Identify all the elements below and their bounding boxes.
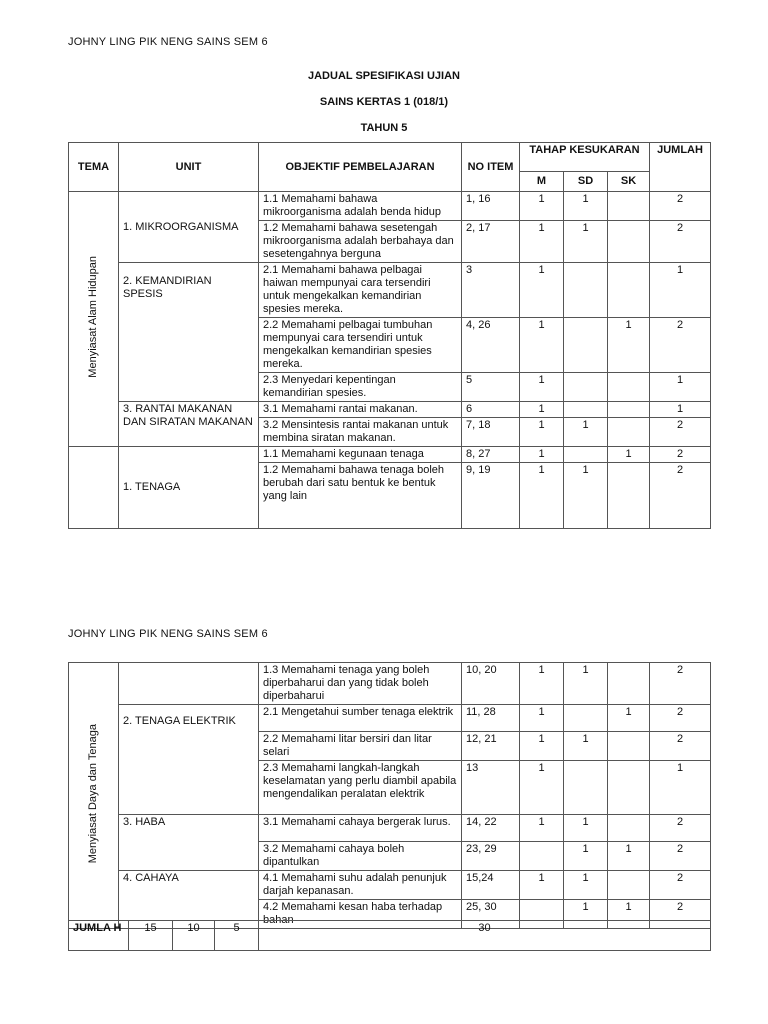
unit-cell: 2. KEMANDIRIAN SPESIS xyxy=(119,263,259,402)
m-cell: 1 xyxy=(520,871,564,900)
page-header: JOHNY LING PIK NENG SAINS SEM 6 xyxy=(68,36,268,48)
sd-cell: 1 xyxy=(564,418,608,447)
tema-cell xyxy=(69,192,119,447)
jumlah-cell: 2 xyxy=(650,705,711,732)
sd-cell: 1 xyxy=(564,732,608,761)
item-cell: 11, 28 xyxy=(462,705,520,732)
jumlah-cell: 1 xyxy=(650,402,711,418)
item-cell: 13 xyxy=(462,761,520,815)
col-header-unit: UNIT xyxy=(119,143,259,192)
objektif-cell: 4.2 Memahami kesan haba terhadap bahan xyxy=(259,900,462,929)
table-row xyxy=(69,402,711,418)
m-cell: 1 xyxy=(520,318,564,373)
sd-cell: 1 xyxy=(564,871,608,900)
tema-cell-blank xyxy=(69,447,119,529)
jumlah-cell: 2 xyxy=(650,871,711,900)
objektif-cell: 1.3 Memahami tenaga yang boleh diperbaharui dan yang tidak boleh diperbaharui xyxy=(259,663,462,705)
sk-cell: 1 xyxy=(608,318,650,373)
col-header-sk: SK xyxy=(608,172,650,192)
jumlah-cell: 1 xyxy=(650,263,711,318)
item-cell: 7, 18 xyxy=(462,418,520,447)
item-cell: 4, 26 xyxy=(462,318,520,373)
m-cell: 1 xyxy=(520,815,564,842)
jumlah-cell: 2 xyxy=(650,192,711,221)
col-header-objektif: OBJEKTIF PEMBELAJARAN xyxy=(259,143,462,192)
total-label: JUMLA H xyxy=(69,921,129,951)
sd-cell: 1 xyxy=(564,842,608,871)
sk-cell xyxy=(608,221,650,263)
sd-cell: 1 xyxy=(564,192,608,221)
jumlah-cell: 2 xyxy=(650,842,711,871)
sd-cell: 1 xyxy=(564,221,608,263)
item-cell: 6 xyxy=(462,402,520,418)
sk-cell xyxy=(608,418,650,447)
sd-cell xyxy=(564,373,608,402)
unit-cell: 1. TENAGA xyxy=(119,447,259,529)
jumlah-cell: 2 xyxy=(650,318,711,373)
spec-table-2 xyxy=(68,662,711,929)
sk-cell xyxy=(608,463,650,529)
total-sk: 5 xyxy=(215,921,259,951)
total-row xyxy=(69,921,711,951)
col-header-no-item: NO ITEM xyxy=(462,143,520,192)
table-row xyxy=(69,663,711,705)
jumlah-cell: 2 xyxy=(650,815,711,842)
page-header-2: JOHNY LING PIK NENG SAINS SEM 6 xyxy=(68,628,268,640)
sk-cell: 1 xyxy=(608,705,650,732)
objektif-cell: 1.1 Memahami kegunaan tenaga xyxy=(259,447,462,463)
sk-cell xyxy=(608,815,650,842)
jumlah-cell: 2 xyxy=(650,463,711,529)
unit-cell: 4. CAHAYA xyxy=(119,871,259,929)
total-sd: 10 xyxy=(173,921,215,951)
col-header-m: M xyxy=(520,172,564,192)
item-cell: 5 xyxy=(462,373,520,402)
m-cell: 1 xyxy=(520,663,564,705)
unit-cell: 3. RANTAI MAKANAN DAN SIRATAN MAKANAN xyxy=(119,402,259,447)
tema-cell xyxy=(69,663,119,929)
total-table xyxy=(68,920,711,951)
jumlah-cell: 2 xyxy=(650,221,711,263)
objektif-cell: 2.2 Memahami litar bersiri dan litar selari xyxy=(259,732,462,761)
sd-cell xyxy=(564,761,608,815)
sk-cell xyxy=(608,402,650,418)
objektif-cell: 3.2 Memahami cahaya boleh dipantulkan xyxy=(259,842,462,871)
sd-cell: 1 xyxy=(564,463,608,529)
sk-cell: 1 xyxy=(608,447,650,463)
item-cell: 2, 17 xyxy=(462,221,520,263)
unit-cell: 1. MIKROORGANISMA xyxy=(119,192,259,263)
objektif-cell: 4.1 Memahami suhu adalah penunjuk darjah kepanasan. xyxy=(259,871,462,900)
tema-label: Menyiasat Alam Hidupan xyxy=(87,256,99,378)
unit-cell: 2. TENAGA ELEKTRIK xyxy=(119,705,259,815)
jumlah-cell: 2 xyxy=(650,900,711,929)
m-cell: 1 xyxy=(520,447,564,463)
m-cell: 1 xyxy=(520,263,564,318)
m-cell: 1 xyxy=(520,463,564,529)
m-cell: 1 xyxy=(520,192,564,221)
item-cell: 12, 21 xyxy=(462,732,520,761)
sk-cell xyxy=(608,263,650,318)
sd-cell: 1 xyxy=(564,663,608,705)
item-cell: 23, 29 xyxy=(462,842,520,871)
m-cell: 1 xyxy=(520,418,564,447)
table-row xyxy=(69,447,711,463)
objektif-cell: 1.1 Memahami bahawa mikroorganisma adalah benda hidup xyxy=(259,192,462,221)
objektif-cell: 3.1 Memahami rantai makanan. xyxy=(259,402,462,418)
m-cell: 1 xyxy=(520,402,564,418)
table-row xyxy=(69,192,711,221)
m-cell xyxy=(520,842,564,871)
item-cell: 8, 27 xyxy=(462,447,520,463)
jumlah-cell: 2 xyxy=(650,663,711,705)
jumlah-cell: 2 xyxy=(650,732,711,761)
objektif-cell: 2.2 Memahami pelbagai tumbuhan mempunyai cara tersendiri untuk mengekalkan kemandirian spesies mereka. xyxy=(259,318,462,373)
sk-cell xyxy=(608,871,650,900)
sk-cell: 1 xyxy=(608,900,650,929)
sd-cell xyxy=(564,447,608,463)
m-cell: 1 xyxy=(520,221,564,263)
unit-cell: 3. HABA xyxy=(119,815,259,871)
col-header-tema: TEMA xyxy=(69,143,119,192)
doc-title: JADUAL SPESIFIKASI UJIAN xyxy=(308,70,460,82)
objektif-cell: 2.3 Menyedari kepentingan kemandirian spesies. xyxy=(259,373,462,402)
table-row xyxy=(69,871,711,900)
objektif-cell: 1.2 Memahami bahawa tenaga boleh berubah dari satu bentuk ke bentuk yang lain xyxy=(259,463,462,529)
sk-cell xyxy=(608,192,650,221)
sd-cell xyxy=(564,705,608,732)
m-cell: 1 xyxy=(520,373,564,402)
item-cell: 14, 22 xyxy=(462,815,520,842)
item-cell: 15,24 xyxy=(462,871,520,900)
objektif-cell: 3.1 Memahami cahaya bergerak lurus. xyxy=(259,815,462,842)
table-row xyxy=(69,815,711,842)
objektif-cell: 3.2 Mensintesis rantai makanan untuk membina siratan makanan. xyxy=(259,418,462,447)
m-cell: 1 xyxy=(520,705,564,732)
sk-cell xyxy=(608,373,650,402)
sk-cell xyxy=(608,732,650,761)
sk-cell xyxy=(608,663,650,705)
jumlah-cell: 1 xyxy=(650,761,711,815)
sd-cell xyxy=(564,402,608,418)
jumlah-cell: 2 xyxy=(650,418,711,447)
objektif-cell: 2.1 Memahami bahawa pelbagai haiwan mempunyai cara tersendiri untuk mengekalkan kemandirian spesies mereka. xyxy=(259,263,462,318)
item-cell: 25, 30 xyxy=(462,900,520,929)
tema-label: Menyiasat Daya dan Tenaga xyxy=(87,723,99,864)
jumlah-cell: 2 xyxy=(650,447,711,463)
m-cell: 1 xyxy=(520,732,564,761)
table-row xyxy=(69,263,711,318)
sd-cell xyxy=(564,263,608,318)
objektif-cell: 2.1 Mengetahui sumber tenaga elektrik xyxy=(259,705,462,732)
m-cell: 1 xyxy=(520,761,564,815)
total-jumlah: 30 xyxy=(259,921,711,951)
total-m: 15 xyxy=(129,921,173,951)
sd-cell: 1 xyxy=(564,815,608,842)
col-header-sd: SD xyxy=(564,172,608,192)
col-header-tahap: TAHAP KESUKARAN xyxy=(520,143,650,172)
doc-subtitle: SAINS KERTAS 1 (018/1) xyxy=(319,96,449,108)
spec-table-1 xyxy=(68,142,711,529)
col-header-jumlah: JUMLAH xyxy=(650,143,711,192)
table-row xyxy=(69,705,711,732)
doc-year: TAHUN 5 xyxy=(360,122,408,134)
sk-cell xyxy=(608,761,650,815)
sd-cell: 1 xyxy=(564,900,608,929)
sd-cell xyxy=(564,318,608,373)
item-cell: 3 xyxy=(462,263,520,318)
sk-cell: 1 xyxy=(608,842,650,871)
item-cell: 1, 16 xyxy=(462,192,520,221)
objektif-cell: 2.3 Memahami langkah-langkah keselamatan yang perlu diambil apabila mengendalikan peralatan elektrik xyxy=(259,761,462,815)
jumlah-cell: 1 xyxy=(650,373,711,402)
item-cell: 10, 20 xyxy=(462,663,520,705)
objektif-cell: 1.2 Memahami bahawa sesetengah mikroorganisma adalah berbahaya dan sesetengahnya berguna xyxy=(259,221,462,263)
unit-cell xyxy=(119,663,259,705)
item-cell: 9, 19 xyxy=(462,463,520,529)
